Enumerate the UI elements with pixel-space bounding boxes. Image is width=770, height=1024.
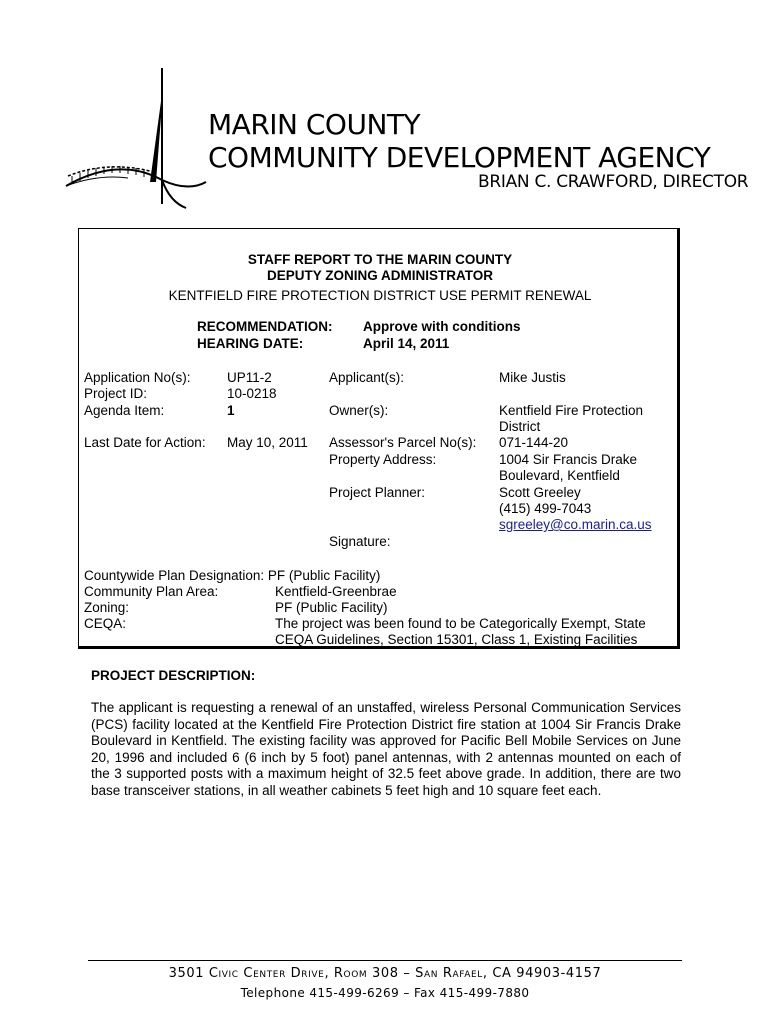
address-value-line2: Boulevard, Kentfield: [499, 468, 620, 483]
application-no-label: Application No(s):: [84, 370, 191, 385]
owner-value-line1: Kentfield Fire Protection: [499, 403, 644, 418]
hearing-date-label: HEARING DATE:: [197, 336, 304, 351]
agenda-item-value: 1: [227, 403, 235, 418]
applicant-label: Applicant(s):: [329, 370, 405, 385]
agenda-item-label: Agenda Item:: [84, 403, 165, 418]
hearing-date-value: April 14, 2011: [363, 336, 450, 351]
report-title-line2: DEPUTY ZONING ADMINISTRATOR: [266, 268, 493, 283]
agency-name-line2: COMMUNITY DEVELOPMENT AGENCY: [208, 141, 711, 174]
report-title-line1: STAFF REPORT TO THE MARIN COUNTY: [247, 252, 513, 267]
apn-value: 071-144-20: [499, 435, 569, 450]
footer-divider: [88, 960, 682, 961]
last-date-label: Last Date for Action:: [84, 435, 206, 450]
agency-name-line1: MARIN COUNTY: [208, 108, 421, 141]
project-id-label: Project ID:: [84, 386, 148, 401]
application-no-value: UP11-2: [227, 370, 272, 385]
last-date-value: May 10, 2011: [227, 435, 308, 450]
ceqa-label: CEQA:: [84, 616, 127, 631]
owner-value-line2: District: [499, 419, 541, 434]
recommendation-label: RECOMMENDATION:: [197, 319, 333, 334]
footer-address: 3501 Civic Center Drive, Room 308 – San Rafael, CA 94903-4157: [168, 966, 602, 981]
report-subtitle: KENTFIELD FIRE PROTECTION DISTRICT USE PERMIT RENEWAL: [168, 288, 592, 303]
zoning-label: Zoning:: [84, 600, 130, 615]
community-plan-label: Community Plan Area:: [84, 584, 219, 599]
footer-phone-fax: Telephone 415-499-6269 – Fax 415-499-7880: [240, 986, 530, 1000]
planner-phone: (415) 499-7043: [499, 501, 592, 516]
project-description-heading: PROJECT DESCRIPTION:: [91, 668, 256, 683]
zoning-value: PF (Public Facility): [275, 600, 388, 615]
recommendation-value: Approve with conditions: [363, 319, 521, 334]
project-id-value: 10-0218: [227, 386, 277, 401]
signature-label: Signature:: [329, 534, 391, 549]
address-value-line1: 1004 Sir Francis Drake: [499, 452, 638, 467]
planner-name: Scott Greeley: [499, 485, 581, 500]
countywide-plan-designation: Countywide Plan Designation: PF (Public Facility): [84, 568, 381, 583]
planner-label: Project Planner:: [329, 485, 426, 500]
agency-logo: [58, 64, 208, 214]
apn-label: Assessor's Parcel No(s):: [329, 435, 477, 450]
project-description-body: The applicant is requesting a renewal of an unstaffed, wireless Personal Communication Services (PCS) facility located at the Kentfield Fire Protection District fire station at 1004 Sir Francis Drake Boulevard in Kentfield. The existing facility was approved for Pacific Bell Mobile Services on June 20, 1996 and included 6 (6 inch by 5 foot) panel antennas, with 2 antennas mounted on each of the 3 supported posts with a maximum height of 32.5 feet above grade. In addition, there are two base transceiver stations, in all weather cabinets 5 feet high and 10 square feet each.: [91, 700, 681, 798]
director-name: BRIAN C. CRAWFORD, DIRECTOR: [478, 172, 749, 192]
applicant-value: Mike Justis: [499, 370, 566, 385]
owner-label: Owner(s):: [329, 403, 389, 418]
ceqa-value-line1: The project was been found to be Categorically Exempt, State: [275, 616, 646, 631]
address-label: Property Address:: [329, 452, 437, 467]
community-plan-value: Kentfield-Greenbrae: [275, 584, 397, 599]
ceqa-value-line2: CEQA Guidelines, Section 15301, Class 1, Existing Facilities: [275, 632, 638, 647]
planner-email-link[interactable]: sgreeley@co.marin.ca.us: [499, 517, 652, 532]
